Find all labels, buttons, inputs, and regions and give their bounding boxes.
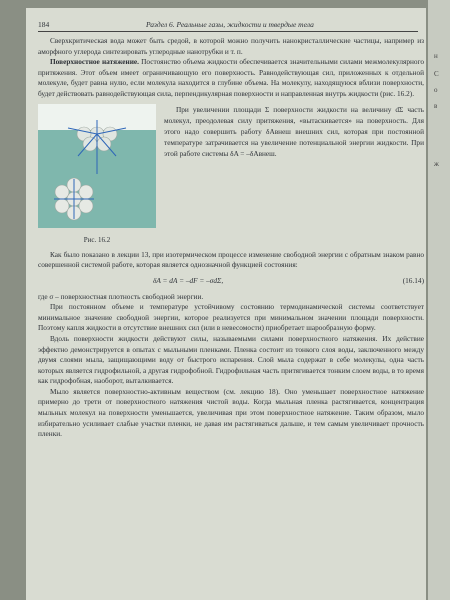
figure-caption: Рис. 16.2 xyxy=(83,236,111,245)
equation-line xyxy=(38,276,424,287)
page-body xyxy=(38,36,424,440)
margin-letter: н xyxy=(434,52,438,60)
paragraph: При увеличении площади Σ поверхности жидкости на величину dΣ часть молекул, преодолевая силу притяжения, «вытаскивается» на поверхность. Для этого надо совершить работу δAвнеш внешних сил, которая при постоянной температуре затрачивается на увеличение потенциальной энергии жидкости. При этой работе системы δA = –δAвнеш. xyxy=(164,104,424,159)
equation-number: (16.14) xyxy=(402,275,424,285)
adjacent-page-edge xyxy=(428,0,450,600)
page-number: 184 xyxy=(38,20,50,29)
paragraph: где σ – поверхностная плотность свободной энергии. xyxy=(38,291,204,301)
paragraph: Мыло является поверхностно-активным веществом (см. лекцию 18). Оно уменьшает поверхностное натяжение примерно до трети от поверхностного натяжения чистой воды. Когда мыльная пленка растягивается, концентрация мыльных молекул на поверхности уменьшается, увеличивая при этом поверхностное натяжение. Таким образом, мыло избирательно усиливает слабые участки пленки, не давая им растягиваться дальше, и тем самым увеличивает прочность пленки. xyxy=(38,386,424,439)
margin-letter: ж xyxy=(434,160,439,168)
paragraph-text: Постоянство объема жидкости обеспечивается значительными силами межмолекулярного притяжения. Этот объем имеет ограничивающую его поверхность. Равнодействующая сил, приложенных к отдельной молекуле, будет равна нулю, если молекула находится в глубине объема. На молекулу, находящуюся вблизи поверхности, будет действовать равнодействующая сила, перпендикулярная поверхности и направленная внутрь жидкости (рис. 16.2). xyxy=(38,57,424,98)
paragraph: При постоянном объеме и температуре устойчивому состоянию термодинамической системы соответствует минимальное значение свободной энергии, которое реализуется при минимальном значении площади поверхности. Поэтому капля жидкости в отсутствие внешних сил (или в невесомости) приобретает шарообразную форму. xyxy=(38,302,424,333)
margin-letter: в xyxy=(434,102,438,110)
equation: δA = dA = –dF = –σdΣ, xyxy=(153,275,224,285)
section-term: Поверхностное натяжение. xyxy=(50,57,139,67)
paragraph: Вдоль поверхности жидкости действуют силы, называемыми силами поверхностного натяжения. Их действие эффектно демонстрируется в опытах с мыльными пленками. Пленка состоит из тонкого слоя воды, заключенного между двумя слоями мыла, защищающими воду от быстрого испарения. Слой мыла содержат в себе молекулы, одна часть которых является гидрофильной, а другая гидрофобной. Гидрофильная часть притягивается тонким слоем воды, в то время как гидрофобная, наоборот, выталкивается. xyxy=(38,333,424,386)
paragraph: Как было показано в лекции 13, при изотермическом процессе изменение свободной энергии с обратным знаком равно совершенной системой работе, которая является однозначной функцией состояния: xyxy=(38,249,424,270)
book-page xyxy=(26,8,426,600)
running-title: Раздел 6. Реальные газы, жидкости и твердые тела xyxy=(146,20,314,29)
figure-side-text xyxy=(164,38,424,246)
paragraph: Сверхкритическая вода может быть средой, в которой можно получить нанокристаллические частицы, например из аморфного углерода синтезировать углеродные нанотрубки и т. п. xyxy=(38,36,424,56)
surface-molecules-diagram xyxy=(38,104,156,228)
running-header xyxy=(38,20,418,32)
margin-letter: С xyxy=(434,70,439,78)
margin-letter: о xyxy=(434,86,438,94)
figure xyxy=(38,104,156,246)
